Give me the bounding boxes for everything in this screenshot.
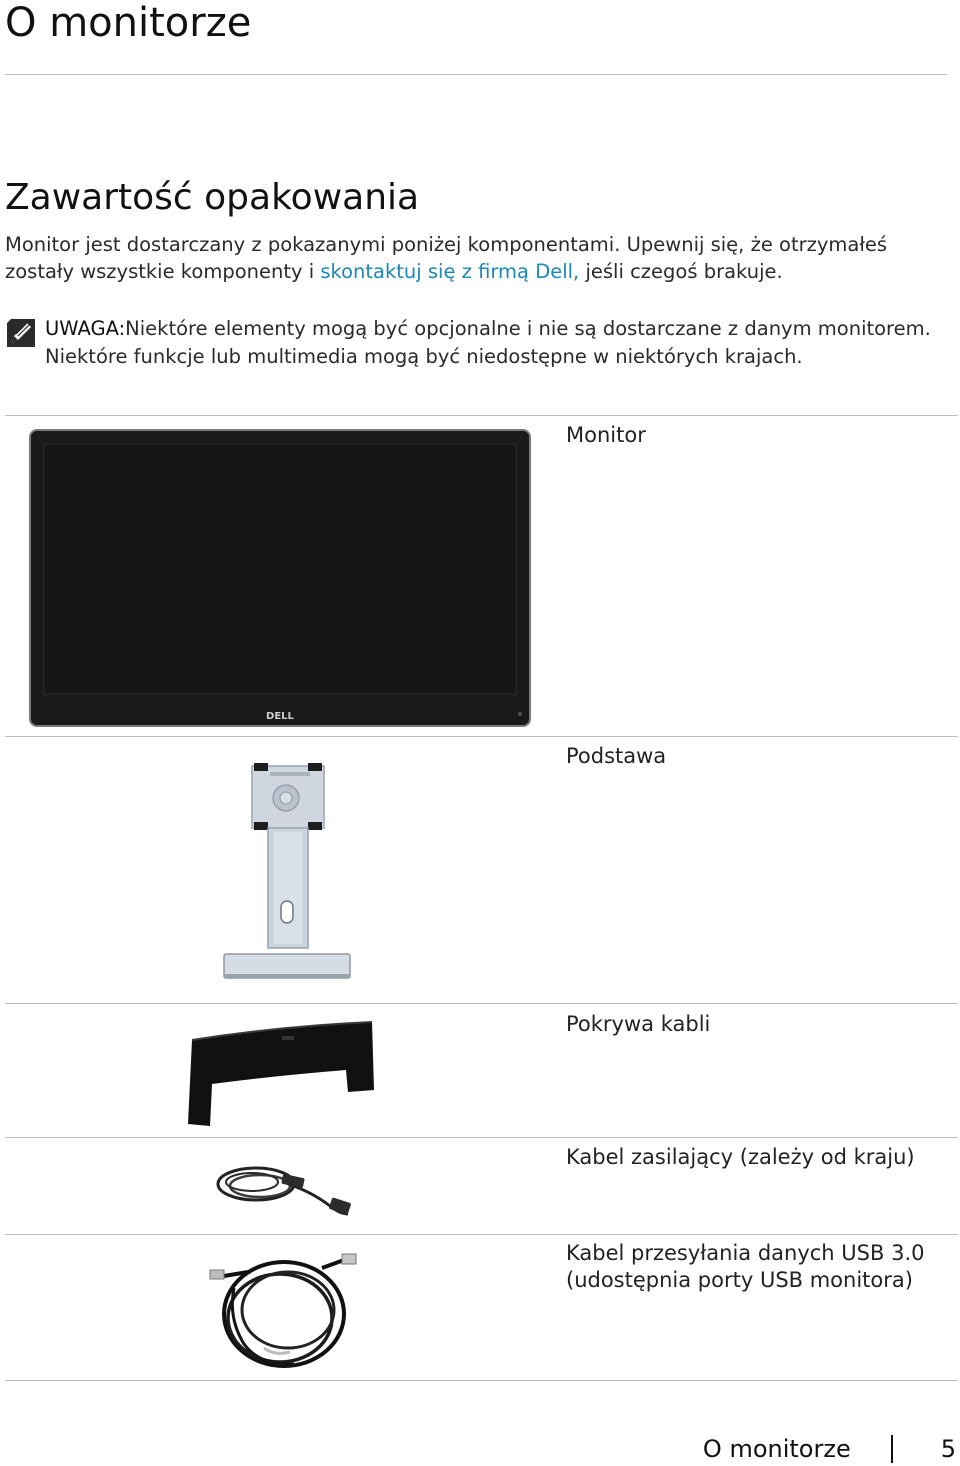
row-divider-4 — [5, 1234, 958, 1235]
usb-cable-image — [204, 1248, 364, 1376]
footer-page-number: 5 — [940, 1435, 956, 1463]
item-label-cable-cover: Pokrywa kabli — [566, 1012, 711, 1036]
page-footer — [703, 1432, 960, 1466]
note-body: Niektóre elementy mogą być opcjonalne i nie są dostarczane z danym monitorem. Niektóre funkcje lub multimedia mogą być niedostępne w niektórych krajach. — [45, 317, 931, 368]
intro-text-before: Monitor jest dostarczany z pokazanymi poniżej komponentami. Upewnij się, że otrzymałeś zostały wszystkie komponenty i — [5, 233, 888, 283]
cable-cover-image — [182, 1018, 378, 1130]
title-divider — [5, 74, 947, 75]
row-divider-2 — [5, 1003, 958, 1004]
note-text — [45, 315, 940, 370]
footer-separator — [891, 1435, 893, 1463]
item-label-stand: Podstawa — [566, 744, 667, 768]
dell-logo-text: DELL — [266, 711, 294, 722]
item-label-monitor: Monitor — [566, 423, 646, 447]
table-top-rule — [5, 415, 958, 416]
footer-title: O monitorze — [702, 1435, 851, 1463]
note-block — [5, 315, 940, 370]
power-cable-image — [212, 1156, 356, 1222]
table-bottom-rule — [5, 1380, 958, 1381]
monitor-image — [28, 428, 532, 728]
item-label-power-cable: Kabel zasilający (zależy od kraju) — [566, 1145, 915, 1169]
contact-dell-link[interactable]: skontaktuj się z firmą Dell, — [320, 260, 580, 283]
stand-image — [218, 758, 356, 982]
note-pencil-icon — [5, 317, 37, 349]
item-label-usb-cable: Kabel przesyłania danych USB 3.0 (udostępnia porty USB monitora) — [566, 1241, 925, 1292]
note-label: UWAGA: — [45, 317, 126, 340]
row-divider-3 — [5, 1137, 958, 1138]
section-heading: Zawartość opakowania — [5, 177, 420, 218]
page-title: O monitorze — [5, 0, 252, 46]
intro-paragraph — [5, 231, 940, 285]
row-divider-1 — [5, 736, 958, 737]
intro-text-after: jeśli czegoś brakuje. — [579, 260, 783, 283]
